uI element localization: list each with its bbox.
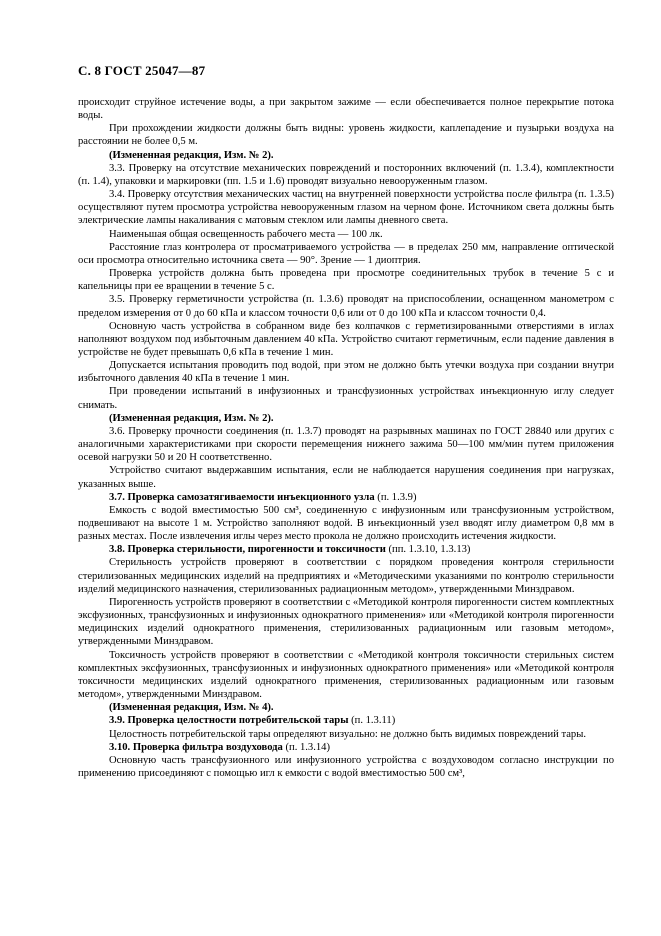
paragraph [78, 714, 614, 727]
paragraph [78, 741, 614, 754]
paragraph [78, 701, 614, 714]
bold-heading: 3.8. Проверка стерильности, пирогенности и токсичности [109, 544, 386, 556]
paragraph [78, 754, 614, 780]
paragraph-text: Целостность потребительской тары определяют визуально: не должно быть видимых повреждений тары. [109, 728, 586, 740]
bold-heading: 3.10. Проверка фильтра воздуховода [109, 741, 283, 753]
paragraph [78, 228, 614, 241]
paragraph [78, 596, 614, 649]
paragraph [78, 162, 614, 188]
paragraph-text: Проверка устройств должна быть проведена при просмотре соединительных трубок в течение 5 с и капельницы при ее вращении в течение 5 с. [78, 268, 614, 293]
paragraph [78, 241, 614, 267]
bold-heading: (Измененная редакция, Изм. № 2). [109, 149, 274, 161]
paragraph-text: 3.5. Проверку герметичности устройства (п. 1.3.6) проводят на приспособлении, оснащенном манометром с пределом измерения от 0 до 60 кПа и классом точности 0,6 или от 0 до 100 кПа и классом точности 0,4. [78, 294, 614, 319]
paragraph [78, 293, 614, 319]
paragraph [78, 556, 614, 595]
paragraph [78, 504, 614, 543]
paragraph [78, 649, 614, 702]
paragraph-text: (пп. 1.3.10, 1.3.13) [385, 544, 471, 556]
paragraph [78, 464, 614, 490]
paragraph-text: (п. 1.3.14) [282, 741, 330, 753]
paragraph-text: Расстояние глаз контролера от просматриваемого устройства — в пределах 250 мм, направление оптической оси просмотра относительно источника света — 90°. Зрение — 1 диоптрия. [78, 241, 614, 266]
paragraph [78, 188, 614, 227]
paragraph-text: Токсичность устройств проверяют в соответствии с «Методикой контроля токсичности стерильных систем комплектных эксфузионных, трансфузионных и инфузионных однократного применения» или «Методикой контроля токсичности медицинских изделий однократного применения, стерилизованных радиационным или газовым методом», утвержденными Минздравом. [78, 649, 614, 701]
paragraph-text: происходит струйное истечение воды, а при закрытом зажиме — если обеспечивается полное перекрытие потока воды. [78, 97, 614, 122]
paragraph-text: 3.3. Проверку на отсутствие механических повреждений и посторонних включений (п. 1.3.4), комплектности (п. 1.4), упаковки и маркировки (пп. 1.5 и 1.6) проводят визуально невооруженным глазом. [78, 162, 614, 187]
paragraph [78, 412, 614, 425]
paragraph [78, 320, 614, 359]
paragraph-text: При прохождении жидкости должны быть видны: уровень жидкости, каплепадение и пузырьки воздуха на расстоянии не более 0,5 м. [78, 123, 614, 148]
paragraph [78, 425, 614, 464]
bold-heading: 3.7. Проверка самозатягиваемости инъекционного узла [109, 491, 375, 503]
bold-heading: 3.9. Проверка целостности потребительской тары [109, 715, 349, 727]
paragraph-text: (п. 1.3.11) [348, 715, 396, 727]
paragraph [78, 543, 614, 556]
paragraph [78, 149, 614, 162]
paragraph-text: Устройство считают выдержавшим испытания, если не наблюдается нарушения соединения при нагрузках, указанных выше. [78, 465, 614, 490]
paragraph-text: Стерильность устройств проверяют в соответствии с порядком проведения контроля стерильности стерилизованных медицинских изделий на предприятиях и «Методическими указаниями по контролю стерильности изделий медицинского назначения, стерилизованных радиационным методом», утвержденными Минздравом. [78, 557, 614, 595]
paragraph [78, 491, 614, 504]
paragraph-text: При проведении испытаний в инфузионных и трансфузионных устройствах инъекционную иглу следует снимать. [78, 386, 614, 411]
paragraph-text: Пирогенность устройств проверяют в соответствии с «Методикой контроля пирогенности систем комплектных эксфузионных, трансфузионных и инфузионных однократного применения» или «Методикой контроля пирогенности медицинских изделий однократного применения, стерилизованных радиационным или газовым методом», утвержденными Минздравом. [78, 596, 614, 648]
paragraph [78, 728, 614, 741]
paragraph-text: 3.4. Проверку отсутствия механических частиц на внутренней поверхности устройства после фильтра (п. 1.3.5) осуществляют путем просмотра устройства невооруженным глазом на черном фоне. Источником света должны быть электрические лампы накаливания с матовым стеклом или лампы дневного света. [78, 189, 614, 227]
paragraph [78, 96, 614, 122]
bold-heading: (Измененная редакция, Изм. № 2). [109, 412, 274, 424]
paragraph-text: (п. 1.3.9) [374, 491, 417, 503]
page-header: С. 8 ГОСТ 25047—87 [78, 63, 206, 78]
paragraph-text: Емкость с водой вместимостью 500 см³, соединенную с инфузионным или трансфузионным устройством, подвешивают на высоте 1 м. Устройство заполняют водой. В инъекционный узел вводят иглу диаметром 0,8 мм в разных местах. После извлечения иглы через место прокола не должно происходить истечения жидкости. [78, 504, 614, 543]
paragraph-text: Наименьшая общая освещенность рабочего места — 100 лк. [109, 228, 383, 240]
paragraph-text: 3.6. Проверку прочности соединения (п. 1.3.7) проводят на разрывных машинах по ГОСТ 28840 или других с аналогичными характеристиками при скорости перемещения нижнего зажима 50—100 мм/мин путем приложения осевой нагрузки 50 и 20 Н соответственно. [78, 425, 614, 464]
document-body [78, 96, 614, 780]
paragraph-text: Основную часть трансфузионного или инфузионного устройства с воздуховодом согласно инструкции по применению присоединяют с помощью игл к емкости с водой вместимостью 500 см³, [78, 754, 614, 779]
paragraph [78, 122, 614, 148]
paragraph-text: Основную часть устройства в собранном виде без колпачков с герметизированными отверстиями в иглах наполняют воздухом под избыточным давлением 40 кПа. Устройство считают герметичным, если падение давления в устройстве не будет превышать 0,6 кПа в течение 1 мин. [78, 320, 614, 358]
paragraph [78, 359, 614, 385]
paragraph [78, 267, 614, 293]
paragraph [78, 385, 614, 411]
paragraph-text: Допускается испытания проводить под водой, при этом не должно быть утечки воздуха при создании внутри избыточного давления 40 кПа в течение 1 мин. [78, 360, 614, 385]
bold-heading: (Измененная редакция, Изм. № 4). [109, 702, 274, 714]
